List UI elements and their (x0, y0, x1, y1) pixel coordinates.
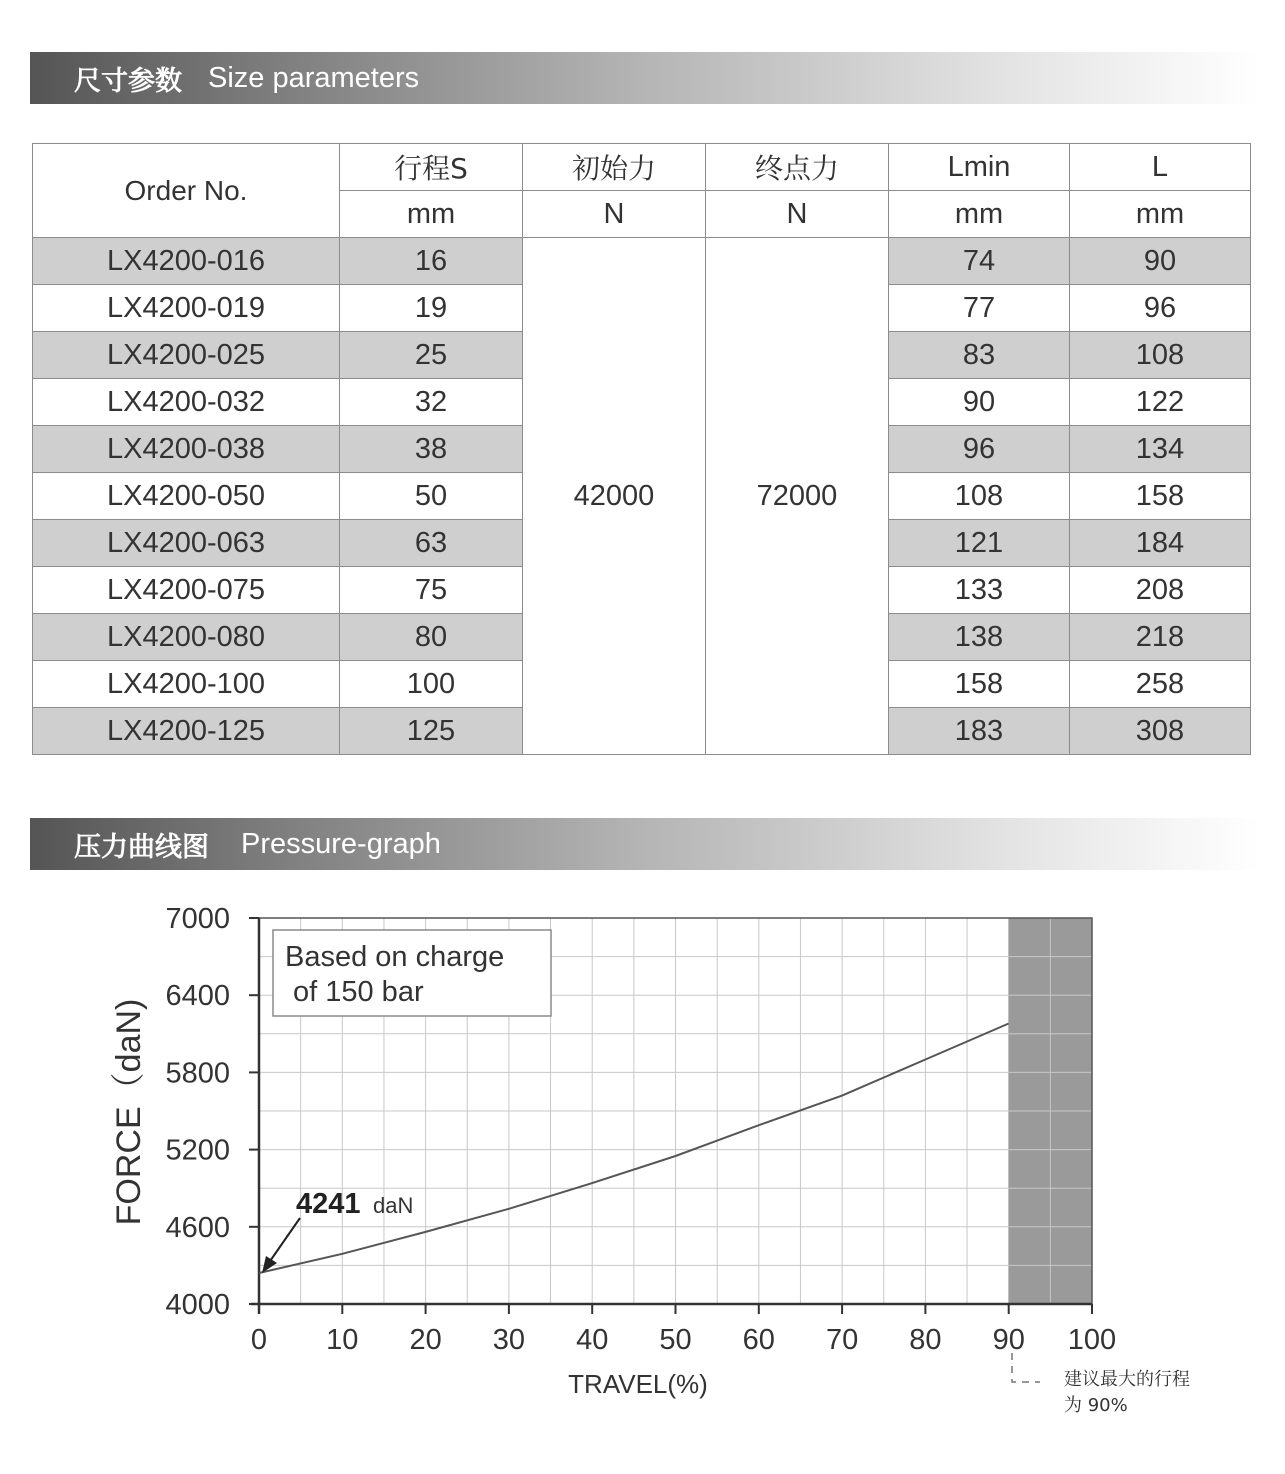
cell-stroke: 38 (340, 426, 523, 473)
x-tick-label: 0 (250, 1324, 268, 1356)
cell-order-no: LX4200-050 (33, 473, 340, 520)
y-tick-label: 4600 (165, 1211, 230, 1244)
cell-order-no: LX4200-038 (33, 426, 340, 473)
cell-lmin: 183 (889, 708, 1070, 755)
cell-order-no: LX4200-025 (33, 332, 340, 379)
cell-lmin: 158 (889, 661, 1070, 708)
header-initial-force-unit: N (523, 191, 706, 238)
cell-l: 184 (1070, 520, 1251, 567)
x-tick-label: 90 (992, 1324, 1025, 1356)
cell-l: 308 (1070, 708, 1251, 755)
x-tick-label: 20 (409, 1324, 442, 1356)
cell-l: 96 (1070, 285, 1251, 332)
note-leader-line (1012, 1353, 1040, 1382)
header-l-unit: mm (1070, 191, 1251, 238)
table-row (33, 238, 1251, 285)
size-parameters-table (32, 143, 1251, 755)
header-lmin: Lmin (889, 144, 1070, 191)
pressure-graph-header (30, 818, 1260, 870)
cell-stroke: 75 (340, 567, 523, 614)
start-arrow-line (268, 1218, 300, 1264)
cell-lmin: 96 (889, 426, 1070, 473)
cell-order-no: LX4200-063 (33, 520, 340, 567)
x-tick-label: 100 (1067, 1324, 1117, 1356)
cell-lmin: 121 (889, 520, 1070, 567)
y-tick-label: 5800 (165, 1057, 230, 1090)
cell-lmin: 138 (889, 614, 1070, 661)
cell-end-force: 72000 (706, 238, 889, 755)
header-lmin-unit: mm (889, 191, 1070, 238)
cell-stroke: 16 (340, 238, 523, 285)
size-parameters-header (30, 52, 1260, 104)
header-order-no: Order No. (33, 144, 340, 238)
pressure-chart (0, 880, 1285, 1440)
cell-order-no: LX4200-080 (33, 614, 340, 661)
cell-lmin: 133 (889, 567, 1070, 614)
cell-l: 108 (1070, 332, 1251, 379)
y-tick-label: 7000 (165, 903, 230, 935)
cell-l: 208 (1070, 567, 1251, 614)
x-tick-label: 60 (742, 1324, 775, 1356)
annotation-line2: of 150 bar (293, 976, 424, 1008)
cell-l: 90 (1070, 238, 1251, 285)
cell-stroke: 25 (340, 332, 523, 379)
start-value-label: 4241 (296, 1188, 361, 1220)
cell-order-no: LX4200-016 (33, 238, 340, 285)
note-line1: 建议最大的行程 (1064, 1369, 1190, 1390)
x-tick-label: 80 (909, 1324, 942, 1356)
cell-order-no: LX4200-019 (33, 285, 340, 332)
pressure-graph-title-zh: 压力曲线图 (74, 831, 209, 863)
header-stroke-unit: mm (340, 191, 523, 238)
cell-order-no: LX4200-075 (33, 567, 340, 614)
cell-order-no: LX4200-032 (33, 379, 340, 426)
cell-stroke: 50 (340, 473, 523, 520)
cell-stroke: 19 (340, 285, 523, 332)
max-stroke-note (1064, 1367, 1190, 1419)
annotation-line1: Based on charge (285, 941, 505, 973)
x-axis-label: TRAVEL(%) (568, 1369, 708, 1399)
y-tick-label: 4000 (165, 1289, 230, 1321)
cell-l: 134 (1070, 426, 1251, 473)
cell-lmin: 83 (889, 332, 1070, 379)
y-axis-label: FORCE（daN) (110, 998, 148, 1226)
header-initial-force: 初始力 (523, 144, 706, 191)
x-tick-label: 30 (492, 1324, 526, 1356)
y-tick-label: 5200 (165, 1134, 230, 1167)
note-line2: 为 90% (1064, 1395, 1128, 1416)
size-parameters-title-en: Size parameters (208, 61, 420, 94)
cell-order-no: LX4200-100 (33, 661, 340, 708)
cell-l: 158 (1070, 473, 1251, 520)
y-tick-label: 6400 (165, 980, 230, 1013)
header-end-force-unit: N (706, 191, 889, 238)
cell-lmin: 90 (889, 379, 1070, 426)
cell-stroke: 100 (340, 661, 523, 708)
size-parameters-title-zh: 尺寸参数 (74, 65, 182, 97)
cell-stroke: 125 (340, 708, 523, 755)
cell-l: 218 (1070, 614, 1251, 661)
cell-stroke: 63 (340, 520, 523, 567)
header-end-force: 终点力 (706, 144, 889, 191)
x-tick-label: 10 (326, 1324, 359, 1356)
cell-initial-force: 42000 (523, 238, 706, 755)
cell-lmin: 77 (889, 285, 1070, 332)
cell-order-no: LX4200-125 (33, 708, 340, 755)
cell-lmin: 74 (889, 238, 1070, 285)
cell-stroke: 80 (340, 614, 523, 661)
x-tick-label: 50 (659, 1324, 692, 1356)
x-tick-label: 70 (825, 1324, 859, 1356)
header-stroke: 行程S (340, 144, 523, 191)
pressure-graph-title-en: Pressure-graph (241, 827, 441, 860)
header-l: L (1070, 144, 1251, 191)
cell-l: 122 (1070, 379, 1251, 426)
cell-stroke: 32 (340, 379, 523, 426)
start-value-unit: daN (373, 1193, 414, 1218)
cell-lmin: 108 (889, 473, 1070, 520)
x-tick-label: 40 (576, 1324, 609, 1356)
cell-l: 258 (1070, 661, 1251, 708)
